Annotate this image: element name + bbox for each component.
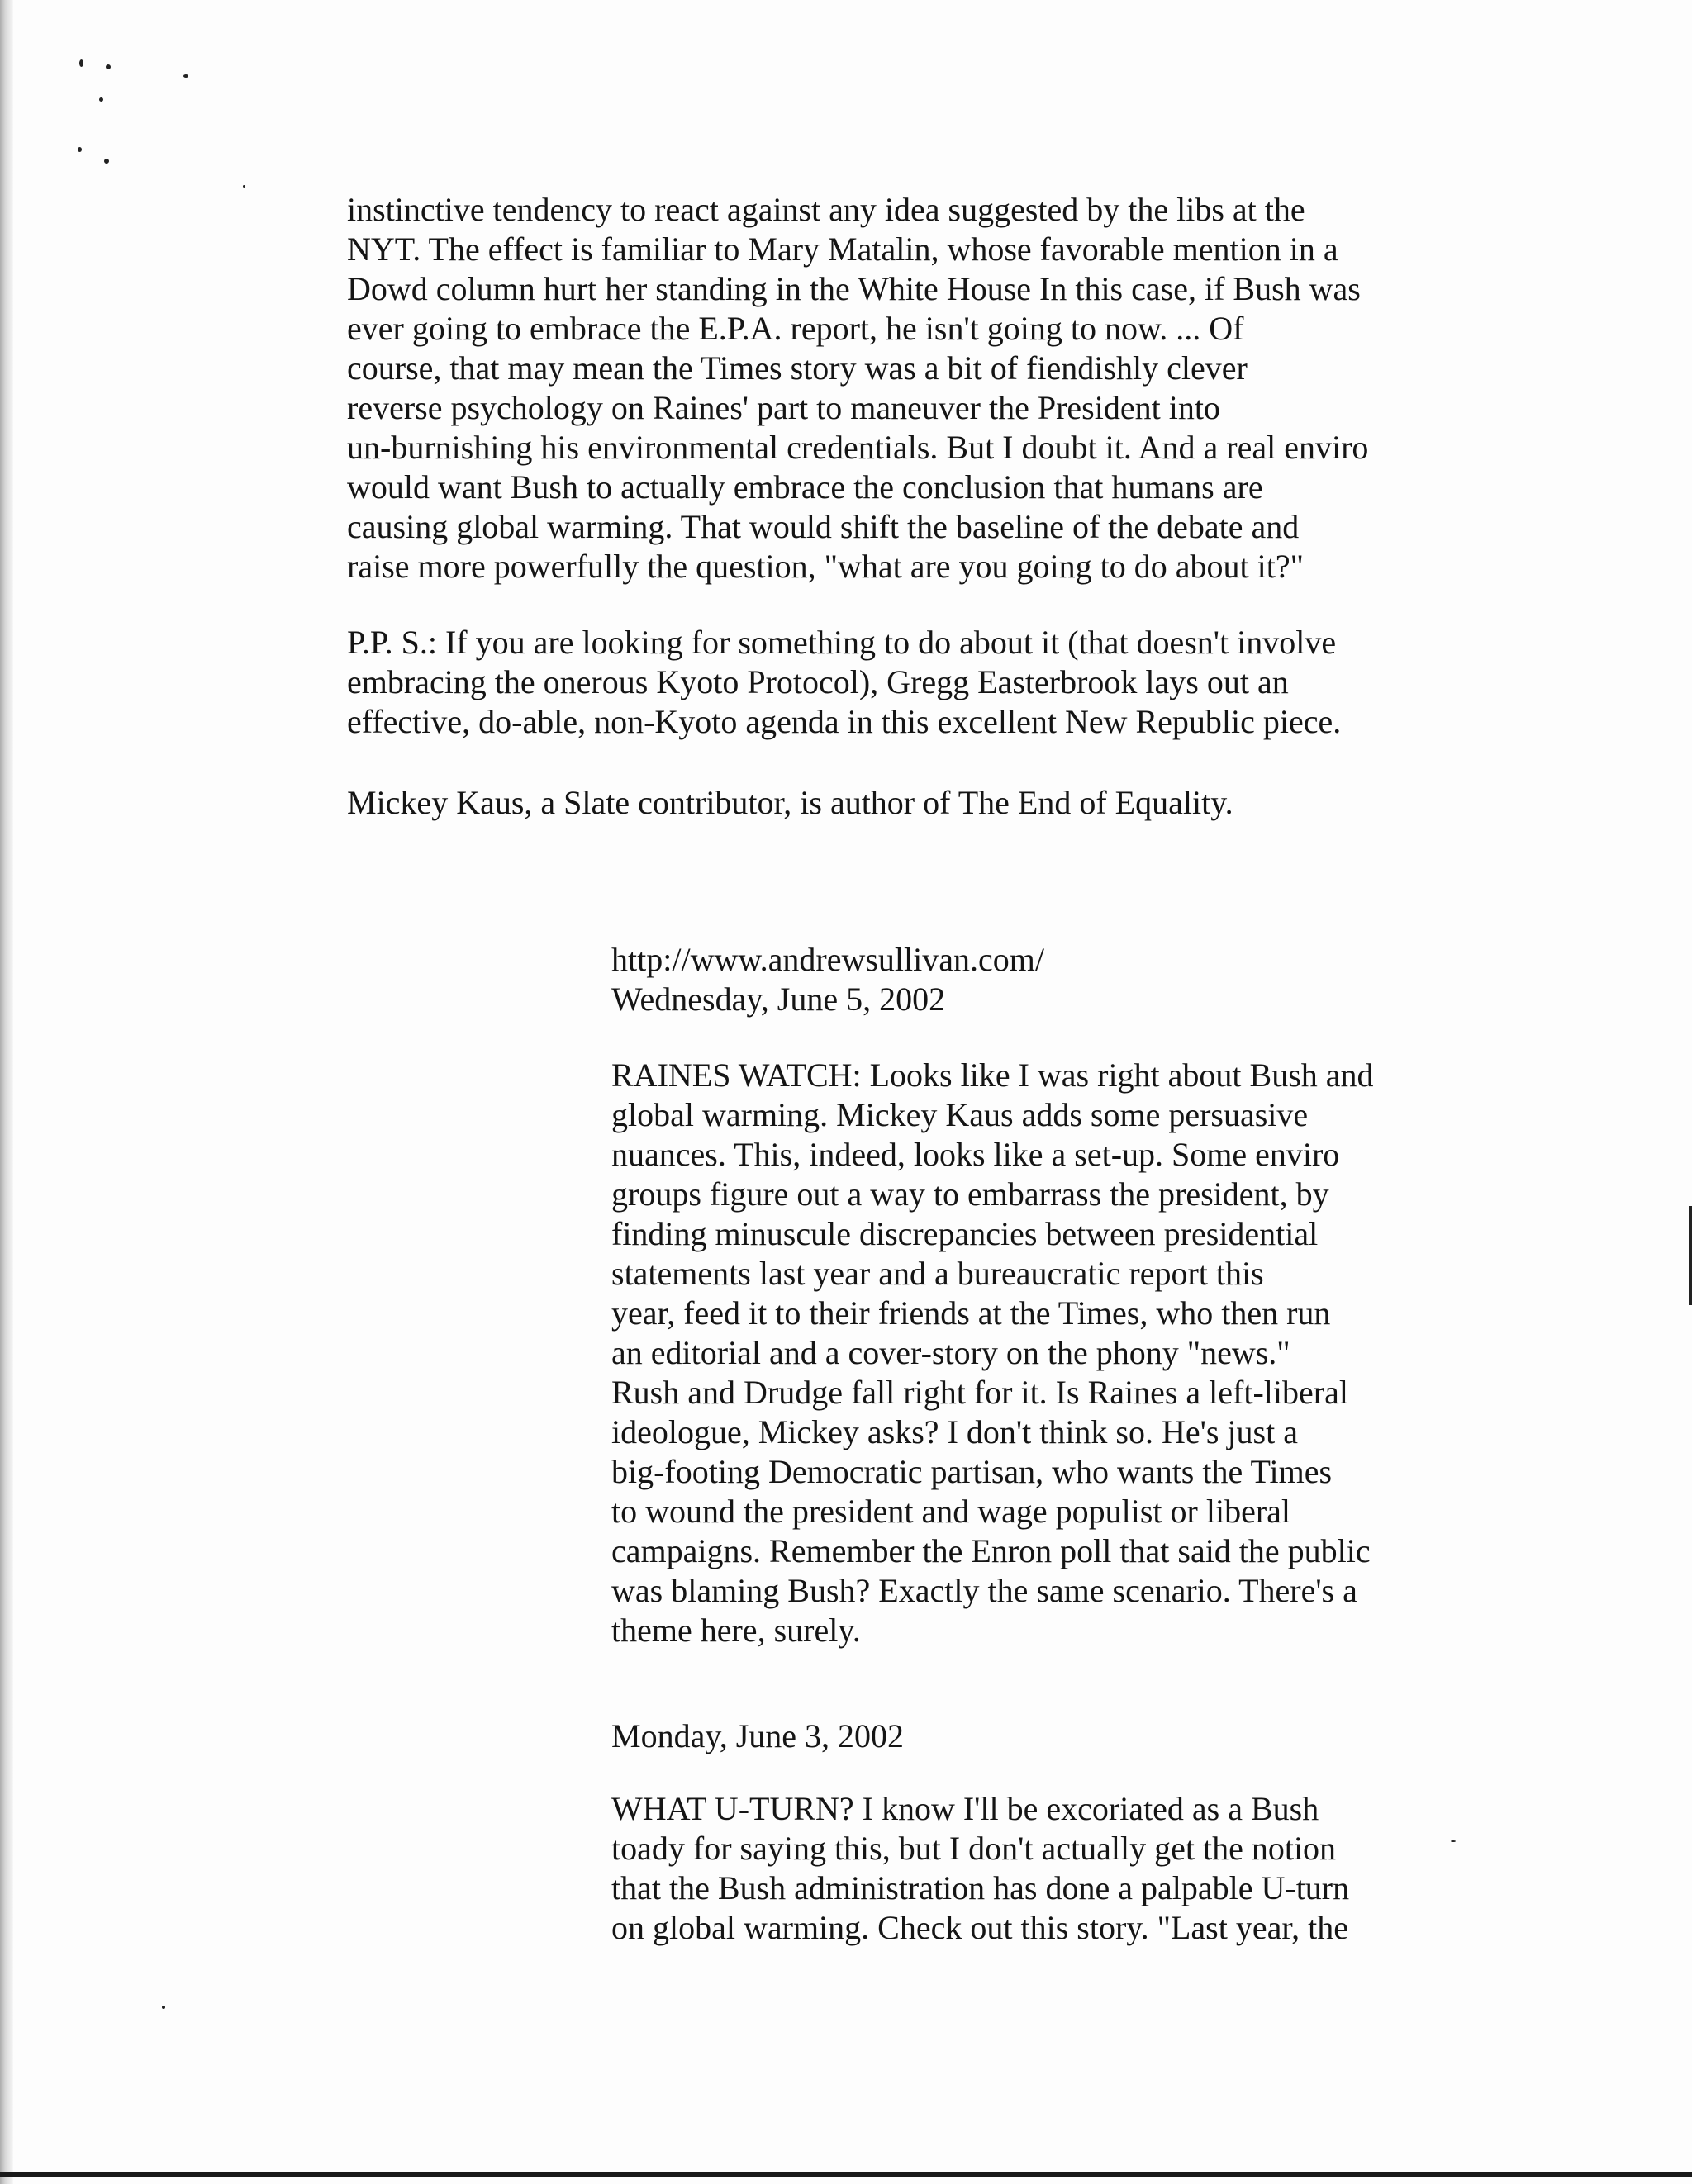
paragraph-line: raise more powerfully the question, "what are you going to do about it?" bbox=[347, 548, 1304, 585]
paragraph-line: global warming. Mickey Kaus adds some persuasive bbox=[611, 1096, 1309, 1133]
paragraph-line: ideologue, Mickey asks? I don't think so. He's just a bbox=[611, 1413, 1298, 1450]
paragraph-line: P.P. S.: If you are looking for something to do about it (that doesn't involve bbox=[347, 624, 1337, 661]
paragraph-line: WHAT U-TURN? I know I'll be excoriated as a Bush bbox=[611, 1790, 1319, 1827]
paragraph-line: ever going to embrace the E.P.A. report, he isn't going to now. ... Of bbox=[347, 310, 1244, 347]
scan-speck bbox=[162, 2006, 165, 2009]
scan-speck bbox=[78, 147, 82, 152]
paragraph-line: campaigns. Remember the Enron poll that said the public bbox=[611, 1532, 1371, 1569]
paragraph-line: finding minuscule discrepancies between presidential bbox=[611, 1215, 1319, 1252]
paragraph-line: would want Bush to actually embrace the conclusion that humans are bbox=[347, 468, 1263, 506]
paragraph-line: instinctive tendency to react against any idea suggested by the libs at the bbox=[347, 191, 1305, 228]
author-byline: Mickey Kaus, a Slate contributor, is author of The End of Equality. bbox=[347, 784, 1233, 821]
scan-speck bbox=[1451, 1840, 1456, 1842]
paragraph-line: NYT. The effect is familiar to Mary Matalin, whose favorable mention in a bbox=[347, 230, 1338, 268]
source-url: http://www.andrewsullivan.com/ bbox=[611, 941, 1044, 978]
paragraph-line: toady for saying this, but I don't actually get the notion bbox=[611, 1830, 1337, 1867]
scan-edge-bottom bbox=[0, 2172, 1692, 2177]
scan-speck bbox=[79, 59, 83, 67]
paragraph-line: reverse psychology on Raines' part to maneuver the President into bbox=[347, 389, 1220, 426]
paragraph-line: RAINES WATCH: Looks like I was right about Bush and bbox=[611, 1056, 1374, 1094]
post-date: Monday, June 3, 2002 bbox=[611, 1717, 905, 1754]
post-date: Wednesday, June 5, 2002 bbox=[611, 980, 946, 1018]
scan-speck bbox=[104, 159, 109, 164]
paragraph-line: Rush and Drudge fall right for it. Is Raines a left-liberal bbox=[611, 1374, 1348, 1411]
paragraph-line: that the Bush administration has done a palpable U-turn bbox=[611, 1869, 1350, 1906]
scan-edge-right bbox=[1689, 1206, 1692, 1305]
paragraph-line: on global warming. Check out this story. "Last year, the bbox=[611, 1909, 1348, 1946]
paragraph-line: theme here, surely. bbox=[611, 1612, 861, 1649]
paragraph-line: big-footing Democratic partisan, who wants the Times bbox=[611, 1453, 1333, 1490]
scan-speck bbox=[99, 97, 103, 102]
paragraph-line: causing global warming. That would shift the baseline of the debate and bbox=[347, 508, 1300, 545]
scan-speck bbox=[183, 74, 188, 78]
paragraph-line: groups figure out a way to embarrass the president, by bbox=[611, 1175, 1329, 1213]
scan-speck bbox=[106, 64, 111, 69]
paragraph-line: nuances. This, indeed, looks like a set-up. Some enviro bbox=[611, 1136, 1340, 1173]
paragraph-line: un-burnishing his environmental credentials. But I doubt it. And a real enviro bbox=[347, 429, 1369, 466]
paragraph-line: an editorial and a cover-story on the phony "news." bbox=[611, 1334, 1290, 1371]
paragraph-line: course, that may mean the Times story was a bit of fiendishly clever bbox=[347, 349, 1248, 387]
paragraph-line: embracing the onerous Kyoto Protocol), Gregg Easterbrook lays out an bbox=[347, 663, 1289, 700]
scan-speck bbox=[243, 185, 245, 188]
paragraph-line: was blaming Bush? Exactly the same scenario. There's a bbox=[611, 1572, 1357, 1609]
paragraph-line: Dowd column hurt her standing in the White House In this case, if Bush was bbox=[347, 270, 1361, 307]
paragraph-line: statements last year and a bureaucratic report this bbox=[611, 1255, 1264, 1292]
paragraph-line: year, feed it to their friends at the Times, who then run bbox=[611, 1294, 1331, 1332]
scan-edge-left bbox=[0, 0, 13, 2184]
paragraph-line: to wound the president and wage populist or liberal bbox=[611, 1493, 1291, 1530]
paragraph-line: effective, do-able, non-Kyoto agenda in this excellent New Republic piece. bbox=[347, 703, 1342, 740]
